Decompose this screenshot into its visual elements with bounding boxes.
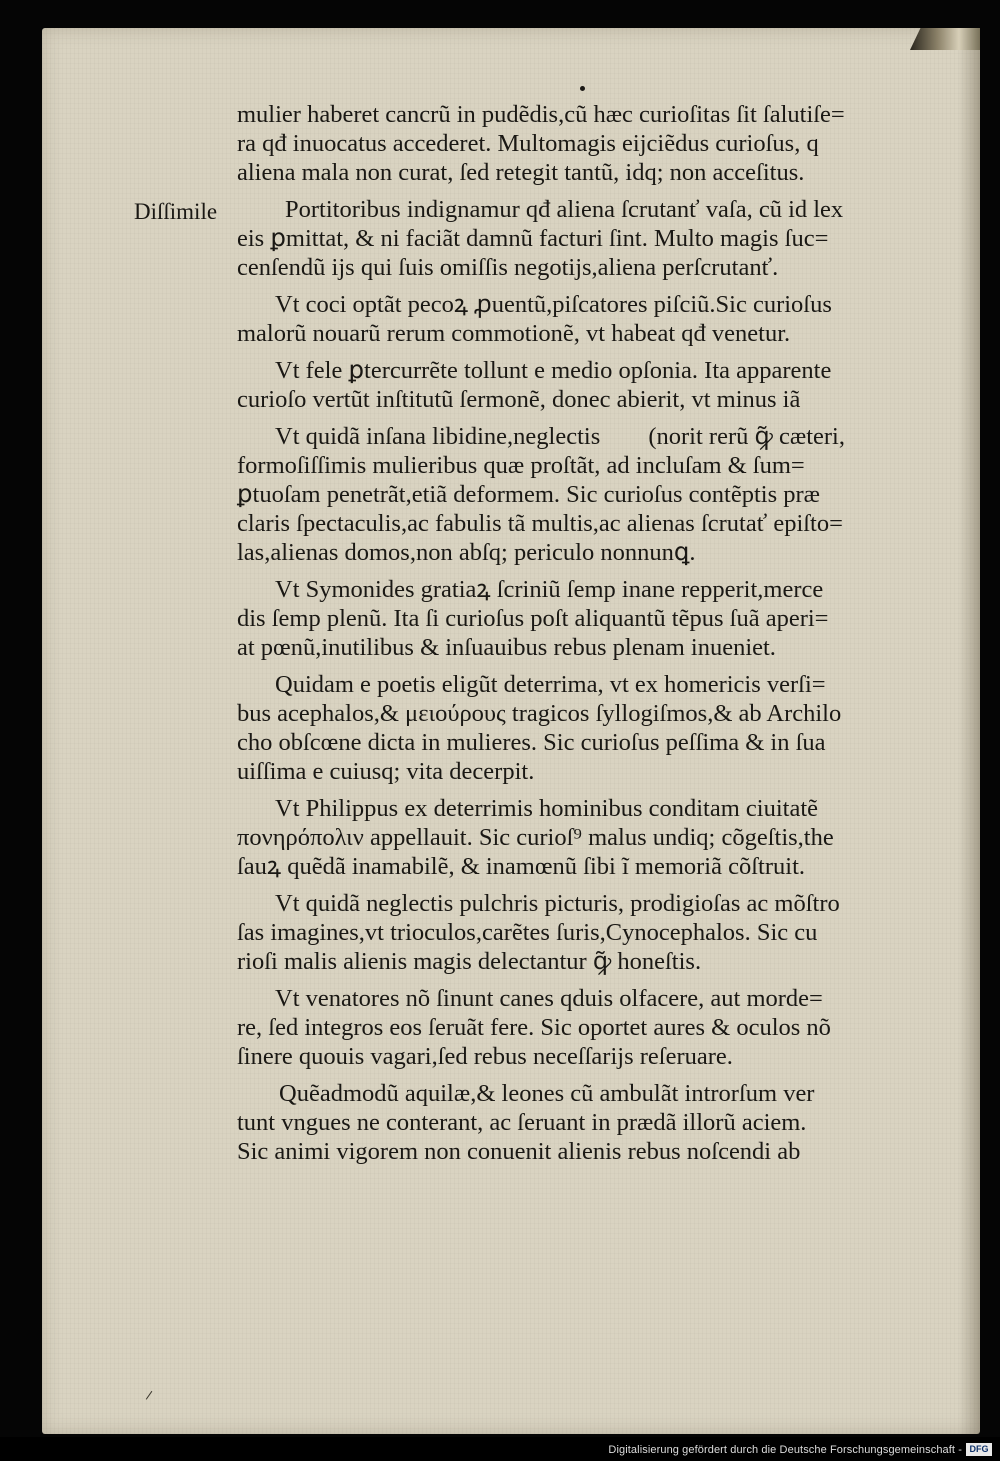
text-line: Vt Philippus ex deterrimis hominibus conditam ciuitatẽ xyxy=(275,795,819,822)
text-line: Vt fele ꝑtercurrẽte tollunt e medio opſonia. Ita apparente xyxy=(275,357,832,384)
text-line: Vt quidã neglectis pulchris picturis, prodigioſas ac mõſtro xyxy=(275,890,840,917)
text-line: Vt Symonides gratiaꝝ ſcriniũ ſemp inane repperit,merce xyxy=(275,576,824,603)
text-segment: Vt quidã inſana libidine,neglectis xyxy=(275,423,601,450)
text-line: aliena mala non curat, ſed retegit tantũ, idq; non acceſitus. xyxy=(237,159,805,186)
text-line: ſinere quouis vagari,ſed rebus neceſſarijs reſeruare. xyxy=(237,1043,733,1070)
text-line: eis ꝑmittat, & ni faciãt damnũ facturi ſint. Multo magis ſuc= xyxy=(237,225,829,252)
text-line: malorũ nouarũ rerum commotionẽ, vt habeat qđ venetur. xyxy=(237,320,791,347)
page-corner xyxy=(910,28,980,50)
text-line: curioſo vertũt inſtitutũ ſermonẽ, donec abierit, vt minus iã xyxy=(237,386,801,413)
text-line: at pœnũ,inutilibus & inſuauibus rebus plenam inueniet. xyxy=(237,634,776,661)
text-line: πονηρόπολιν appellauit. Sic curioſ⁹ malus undiq; cõgeſtis,the xyxy=(237,824,834,851)
text-line: Portitoribus indignamur qđ aliena ſcrutanť vaſa, cũ id lex xyxy=(285,196,844,223)
text-line: Vt venatores nõ ſinunt canes qduis olfacere, aut morde= xyxy=(275,985,823,1012)
text-line: rioſi malis alienis magis delectantur ꝙ̃ honeſtis. xyxy=(237,948,702,975)
text-line: formoſiſſimis mulieribus quæ proſtãt, ad incluſam & ſum= xyxy=(237,452,805,479)
footer-bar xyxy=(0,1437,1000,1461)
text-segment: (norit rerũ ꝙ̃ cæteri, xyxy=(648,423,845,450)
text-line: mulier haberet cancrũ in pudẽdis,cũ hæc curioſitas ſit ſalutiſe= xyxy=(237,101,845,128)
text-line: ſas imagines,vt trioculos,carẽtes ſuris,Cynocephalos. Sic cu xyxy=(237,919,818,946)
page-edge-shadow xyxy=(958,28,980,1434)
page-text xyxy=(237,100,927,1166)
text-line: Quẽadmodũ aquilæ,& leones cũ ambulãt introrſum ver xyxy=(279,1080,815,1107)
text-line: Vt coci optãt pecoꝝ ꝓuentũ,piſcatores piſciũ.Sic curioſus xyxy=(275,291,832,318)
text-line: tunt vngues ne conterant, ac ſeruant in prædã illorũ aciem. xyxy=(237,1109,807,1136)
text-line: re, ſed integros eos ſeruãt fere. Sic oportet aures & oculos nõ xyxy=(237,1014,831,1041)
text-line xyxy=(237,422,927,451)
text-line: Sic animi vigorem non conuenit alienis rebus noſcendi ab xyxy=(237,1138,801,1165)
dfg-logo: DFG xyxy=(966,1443,992,1456)
text-line: Quidam e poetis eligũt deterrima, vt ex homericis verſi= xyxy=(275,671,826,698)
funding-credit: Digitalisierung gefördert durch die Deutsche Forschungsgemeinschaft - xyxy=(608,1444,962,1456)
text-line: cho obſcœne dicta in mulieres. Sic curioſus peſſima & in ſua xyxy=(237,729,826,756)
text-line: claris ſpectaculis,ac fabulis tã multis,ac alienas ſcrutať epiſto= xyxy=(237,510,843,537)
margin-note: Diſſimile xyxy=(134,199,218,224)
ink-mark xyxy=(580,86,585,91)
text-line: ra qđ inuocatus accederet. Multomagis eijciẽdus curioſus, q xyxy=(237,130,819,157)
text-line: dis ſemp plenũ. Ita ſi curioſus poſt aliquantũ tẽpus ſuã aperi= xyxy=(237,605,829,632)
text-line: bus acephalos,& μειούρους tragicos ſyllogiſmos,& ab Archilo xyxy=(237,700,842,727)
text-line: ꝑtuoſam penetrãt,etiã deformem. Sic curioſus contẽptis præ xyxy=(237,481,820,508)
text-line: ſauꝝ quẽdã inamabilẽ, & inamœnũ ſibi ĩ memoriã cõſtruit. xyxy=(237,853,805,880)
text-line: uiſſima e cuiusq; vita decerpit. xyxy=(237,758,535,785)
text-line: las,alienas domos,non abſq; periculo nonnunꝗ. xyxy=(237,539,696,566)
text-line: cenſendũ ijs qui ſuis omiſſis negotijs,aliena perſcrutanť. xyxy=(237,254,779,281)
